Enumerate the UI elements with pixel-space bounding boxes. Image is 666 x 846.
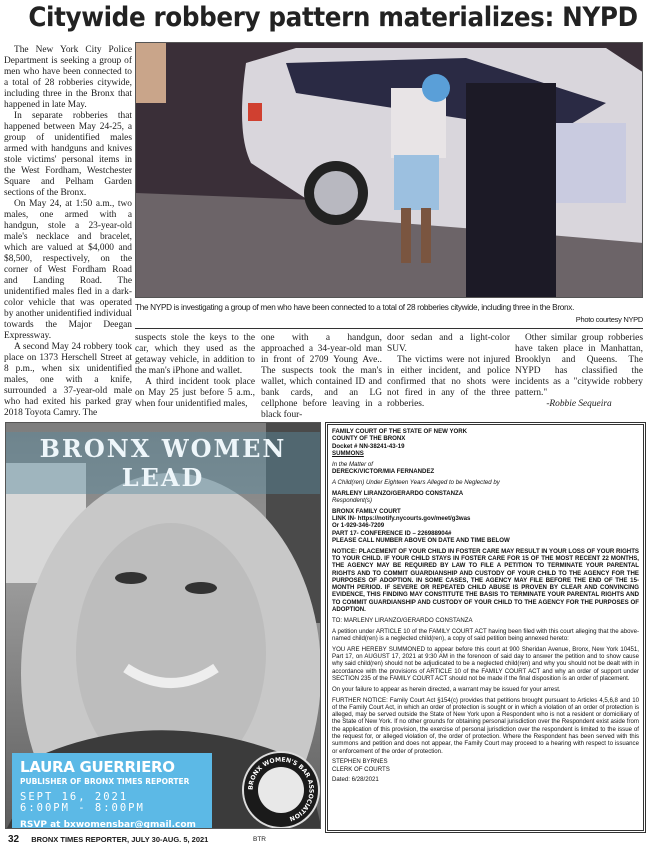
paragraph: A second May 24 robbery took place on 1373 Herschell Street at 8 p.m., when six unidentified males, one with a knife, surrounded a 37-year-old male who had exited his parked gray 2018 Toyota Camry. The (4, 342, 132, 418)
section-code: BTR (253, 836, 266, 843)
honoree-name: LAURA GUERRIERO (20, 758, 175, 776)
conference-id: PART 17- CONFERENCE ID – 226988904# (332, 529, 452, 537)
article-column-4 (387, 333, 510, 410)
article-column-5 (515, 333, 643, 410)
summoned-paragraph: YOU ARE HEREBY SUMMONED to appear before this court at 900 Sheridan Avenue, Bronx, New York 10451, Part 17, on AUGUST 17, 2021 at 9:30 AM in the forenoon of said day to answer the petition and to show cause why said child(ren) should not be adjudicated to be a neglected child(ren) and why you should not be dealt with in accordance with the provisions of ARTICLE 10 of the FAMILY COURT ACT and why an order of support under SECTION 235 of the FAMILY COURT ACT should not be made if the final disposition is an order of placement. (332, 645, 639, 682)
justice-figure-icon (258, 767, 304, 813)
legal-notice-summons (325, 422, 646, 833)
petition-paragraph: A petition under ARTICLE 10 of the FAMILY COURT ACT having been filed with this court alleging that the above-named child(ren) is a neglected child(ren), a copy of said petition being annexed hereto: (332, 627, 639, 642)
photo-caption: The NYPD is investigating a group of men who have been connected to a total of 28 robberies citywide, including three in the Bronx. (135, 303, 575, 312)
bronx-women-lead-ad (5, 422, 321, 829)
matter-label: In the Matter of (332, 460, 373, 468)
divider (135, 328, 643, 329)
foster-care-notice: NOTICE: PLACEMENT OF YOUR CHILD IN FOSTER CARE MAY RESULT IN YOUR LOSS OF YOUR RIGHTS TO YOUR CHILD. IF YOUR CHILD STAYS IN FOSTER CARE FOR 15 OF THE MOST RECENT 22 MONTHS, THE AGENCY MAY BE REQUIRED BY LAW TO FILE A PETITION TO TERMINATE YOUR PARENTAL RIGHTS AND TO COMMIT GUARDIANSHIP AND CUSTODY OF YOUR CHILD TO THE AGENCY FOR THE PURPOSES OF ADOPTION. IN SOME CASES, THE AGENCY MAY FILE BEFORE THE END OF THE 15-MONTH PERIOD. IF SEVERE OR REPEATED CHILD ABUSE IS PROVEN BY CLEAR AND CONVINCING EVIDENCE, THIS FINDING MAY CONSTITUTE THE BASIS TO TERMINATE YOUR PARENTAL RIGHTS AND TO COMMIT GUARDIANSHIP AND CUSTODY OF YOUR CHILD TO THE AGENCY FOR THE PURPOSES OF ADOPTION. (332, 547, 639, 614)
paragraph: On May 24, at 1:50 a.m., two males, one armed with a handgun, stole a 23-year-old male's necklace and bracelet, which are valued at $4,000 and $8,500, respectively, on the corner of West Fordham Road and Landing Road. The unidentified males fled in a dark-color vehicle that was operated by another unidentified individual towards the Major Deegan Expressway. (4, 199, 132, 341)
paragraph: A third incident took place on May 25 just before 5 a.m., when four unidentified males, (135, 377, 255, 409)
paragraph: The New York City Police Department is seeking a group of men who have been connected to a total of 28 robberies citywide, including three in the Bronx that happened in late May. (4, 45, 132, 110)
ad-info-box (12, 753, 212, 829)
respondents-label: Respondent(s) (332, 496, 372, 504)
further-notice: FURTHER NOTICE: Family Court Act §154(c) provides that petitions brought pursuant to Articles 4,5,6,8 and 10 of the Family Court Act, in which an order of protection is sought or in which a violation of an order of protection is alleged, may be served outside the State of New York upon a Respondent who is not a resident or domiciliary of the State of New York. If no other grounds for obtaining personal jurisdiction over the Respondent exist aside from the application of this provision, the exercise of personal jurisdiction over the respondent is limited to the issue of the request for, or alleged violation of, the order of protection. Where the Respondent has been served with this summons and petition and does not appear, the Family Court may proceed to a hearing with respect to issuance or enforcement of the order of protection. (332, 696, 639, 755)
clerk-title: CLERK OF COURTS (332, 765, 390, 773)
paragraph: one with a handgun, approached a 34-year-old man in front of 2709 Young Ave.. The suspects took the man's wallet, which contained ID and bank cards, and an LG cellphone before leaving in a black four- (261, 333, 382, 420)
respondents: MARLENY LIRANZO/GERARDO CONSTANZA (332, 489, 464, 497)
honoree-title: PUBLISHER OF BRONX TIMES REPORTER (20, 777, 190, 786)
surveillance-photo-illustration (136, 43, 643, 298)
clerk-name: STEPHEN BYRNES (332, 758, 388, 766)
phone-number: Or 1-929-346-7209 (332, 522, 385, 530)
page-footer (8, 834, 208, 845)
county: COUNTY OF THE BRONX (332, 435, 406, 443)
paragraph: The victims were not injured in either incident, and police confirmed that no shots were not fired in any of the three robberies. (387, 355, 510, 409)
failure-paragraph: On your failure to appear as herein directed, a warrant may be issued for your arrest. (332, 685, 561, 693)
article-photo (135, 42, 643, 298)
photo-credit: Photo courtesy NYPD (575, 315, 643, 324)
matter-names: DERECK/VICTOR/MIA FERNANDEZ (332, 467, 435, 475)
event-date: SEPT 16, 2021 (20, 791, 129, 803)
byline: -Robbie Sequeira (546, 399, 612, 409)
dated: Dated: 6/28/2021 (332, 776, 379, 784)
venue: BRONX FAMILY COURT (332, 507, 401, 515)
rsvp-email-link[interactable]: RSVP at bxwomensbar@gmail.com (20, 820, 196, 829)
paragraph: door sedan and a light-color SUV. (387, 333, 510, 354)
paragraph: Other similar group robberies have taken place in Manhattan, Brooklyn and Queens. The NYPD has classified the incidents as a "citywide robbery pattern." (515, 333, 643, 398)
paragraph: In separate robberies that happened between May 24-25, a group of unidentified males armed with handguns and knives stole victims' personal items in the West Fordham, Westchester Square and Pelham Garden sections of the Bronx. (4, 111, 132, 198)
children-line: A Child(ren) Under Eighteen Years Alleged to be Neglected by (332, 478, 500, 486)
docket-number: Docket # NN-38241-43-19 (332, 442, 405, 450)
court-name: FAMILY COURT OF THE STATE OF NEW YORK (332, 428, 468, 435)
article-column-3 (261, 333, 382, 421)
article-column-1 (4, 45, 132, 419)
svg-text:BRONX WOMEN'S BAR ASSOCIATION: BRONX WOMEN'S BAR ASSOCIATION (247, 756, 315, 823)
paragraph: suspects stole the keys to the car, which they used as the getaway vehicle, in addition to the man's iPhone and wallet. (135, 333, 255, 376)
page-number: 32 (8, 834, 20, 845)
to-line: TO: MARLENY LIRANZO/GERARDO CONSTANZA (332, 616, 473, 624)
summons-heading: SUMMONS (332, 449, 364, 457)
publication-line: BRONX TIMES REPORTER, JULY 30-AUG. 5, 2021 (31, 835, 209, 844)
call-note: PLEASE CALL NUMBER ABOVE ON DATE AND TIME BELOW (332, 536, 510, 544)
headline: Citywide robbery pattern materializes: NYPD (28, 2, 638, 33)
meeting-link[interactable]: LINK IN- https://notify.nycourts.gov/meet/g3was (332, 514, 471, 522)
ad-title: BRONX WOMEN LEAD (6, 432, 320, 494)
bar-association-seal (242, 751, 320, 829)
article-column-2 (135, 333, 255, 410)
event-time: 6:00PM - 8:00PM (20, 802, 145, 814)
